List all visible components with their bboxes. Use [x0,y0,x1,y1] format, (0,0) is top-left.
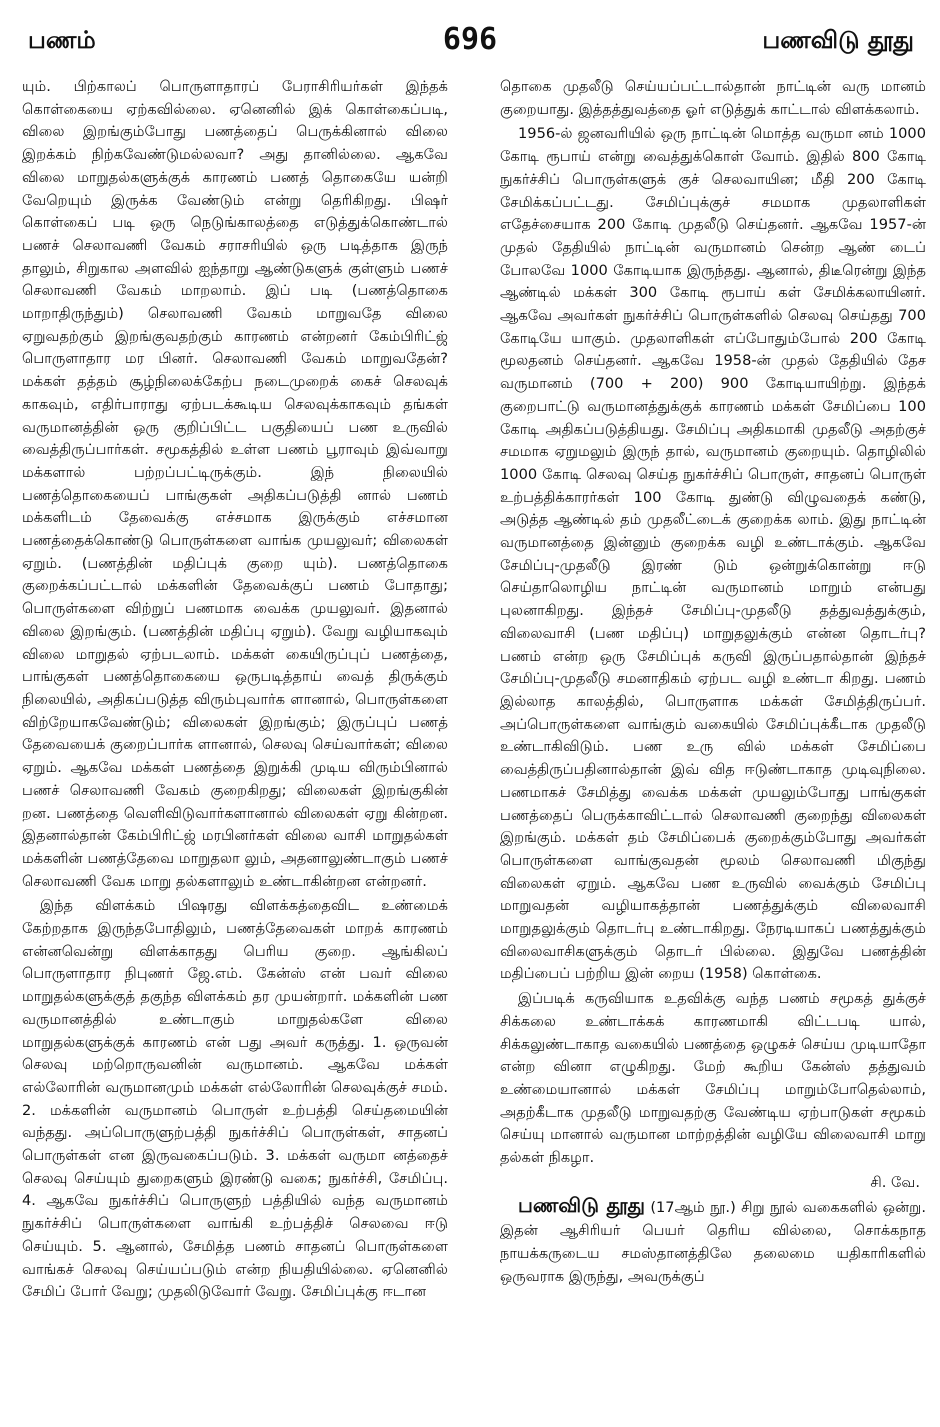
paragraph: இந்த விளக்கம் பிஷரது விளக்கத்தைவிட உண்மைக் கேற்றதாக இருந்தபோதிலும், பணத்தேவைகள் மாறக் காரணம் என்னவென்று விளக்காதது பெரிய குறை. ஆங்கிலப் பொருளாதார நிபுணர் ஜே.எம். கேன்ஸ் என் பவர் விலை மாறுதல்களுக்குத் தகுந்த விளக்கம் தர முயன்றார். மக்களின் பண வருமானத்தில் உண்டாகும் மாறுதல்களே விலை மாறுதல்களுக்குக் காரணம் என் பது அவர் கருத்து. 1. ஒருவன் செலவு மற்றொருவனின் வருமானம். ஆகவே மக்கள் எல்லோரின் வருமானமும் மக்கள் எல்லோரின் செலவுக்குச் சமம். 2. மக்களின் வருமானம் பொருள் உற்பத்தி செய்தமையின் வந்தது. அப்பொருளுற்பத்தி நுகர்ச்சிப் பொருள்கள், சாதனப் பொருள்கள் என இருவகைப்படும். 3. மக்கள் வருமா னத்தைச் செலவு செய்யும் துறைகளும் இரண்டு வகை; நுகர்ச்சி, சேமிப்பு. 4. ஆகவே நுகர்ச்சிப் பொருளுற் பத்தியில் வந்த வருமானம் நுகர்ச்சிப் பொருள்களை வாங்கி உற்பத்திச் செலவை ஈடு செய்யும். 5. ஆனால், சேமித்த பணம் சாதனப் பொருள்களை வாங்கச் செலவு செய்யப்படும் என்ற நியதியில்லை. ஏனெனில் சேமிப் போர் வேறு; முதலிடுவோர் வேறு. சேமிப்புக்கு ஈடான [22,897,448,1301]
page-number: 696 [442,22,498,57]
page-header [22,22,918,62]
next-entry [500,1194,926,1288]
paragraph: தொகை முதலீடு செய்யப்பட்டால்தான் நாட்டின் வரு மானம் குறையாது. இத்தத்துவத்தை ஓர் எடுத்துக் காட்டால் விளக்கலாம். [500,78,926,118]
entry-title: பணவிடு தூது [518,1193,645,1218]
paragraph: இப்படிக் கருவியாக உதவிக்கு வந்த பணம் சமூகத் துக்குச் சிக்கலை உண்டாக்கக் காரணமாகி விட்டபடி யால், சிக்கலுண்டாகாத வகையில் பணத்தை ஒழுகச் செய்ய முடியாதோ என்ற வினா எழுகிறது. மேற் கூறிய கேன்ஸ் தத்துவம் உண்மையானால் மக்கள் சேமிப்பு மாறும்போதெல்லாம், அதற்கீடாக முதலீடு மாறுவதற்கு வேண்டிய ஏற்பாடுகள் சமூகம் செய்யு மானால் வருமான மாற்றத்தின் வழியே விலைவாசி மாறு தல்கள் நிகழா. [500,990,926,1167]
running-head-left: பணம் [28,26,96,54]
author-signature: சி. வே. [870,1173,920,1191]
paragraph: 1956-ல் ஜனவரியில் ஒரு நாட்டின் மொத்த வருமா னம் 1000 கோடி ரூபாய் என்று வைத்துக்கொள் வோம். இதில் 800 கோடி நுகர்ச்சிப் பொருள்களுக் குச் செலவாயின; மீதி 200 கோடி சேமிக்கப்பட்டது. சேமிப்புக்குச் சமமாக முதலாளிகள் எதேச்சையாக 200 கோடி முதலீடு செய்தனர். ஆகவே 1957-ன் முதல் தேதியில் நாட்டின் வருமானம் சென்ற ஆண் டைப் போலவே 1000 கோடியாக இருந்தது. ஆனால், திடீரென்று இந்த ஆண்டில் மக்கள் 300 கோடி ரூபாய் கள் சேமிக்கலாயினர். ஆகவே அவர்கள் நுகர்ச்சிப் பொருள்களில் செலவு செய்தது 700 கோடியே யாகும். முதலாளிகள் எப்போதும்போல் 200 கோடி மூலதனம் செய்தனர். ஆகவே 1958-ன் முதல் தேதியில் தேச வருமானம் (700 + 200) 900 கோடியாயிற்று. இந்தக் குறைபாட்டு வருமானத்துக்குக் காரணம் மக்கள் சேமிப்பை 100 கோடி அதிகப்படுத்தியது. சேமிப்பு அதிகமாகி முதலீடு அதற்குச் சமமாக ஏறுமலும் இருந் தால், வருமானம் குறையும். தொழிலில் 1000 கோடி செலவு செய்த நுகர்ச்சிப் பொருள், சாதனப் பொருள் உற்பத்திக்காரர்கள் 100 கோடி துண்டு விழுவதைக் கண்டு, அடுத்த ஆண்டில் தம் முதலீட்டைக் குறைக்க லாம். இது நாட்டின் வருமானத்தை இன்னும் குறைக்க வழி உண்டாக்கும். ஆகவே சேமிப்பு-முதலீடு இரண் டும் ஒன்றுக்கொன்று ஈடு செய்தாலொழிய நாட்டின் வருமானம் மாறும் என்பது புலனாகிறது. இந்தச் சேமிப்பு-முதலீடு தத்துவத்துக்கும், விலைவாசி (பண மதிப்பு) மாறுதலுக்கும் என்ன தொடர்பு? பணம் என்ற ஒரு சேமிப்புக் கருவி இருப்பதால்தான் இந்தச் சேமிப்பு-முதலீடு சமனாதிகம் ஏற்பட வழி உண்டா கிறது. பணம் இல்லாத காலத்தில், பொருளாக மக்கள் சேமித்திருப்பர். அப்பொருள்களை வாங்கும் வகையில் சேமிப்புக்கீடாக முதலீடு உண்டாகிவிடும். பண உரு வில் மக்கள் சேமிப்பை வைத்திருப்பதினால்தான் இவ் வித ஈடுண்டாகாத முடிவுநிலை. பணமாகச் சேமித்து வைக்க மக்கள் முயலும்போது பாங்குகள் பணத்தைப் பெருக்காவிட்டால் செலாவணி குறைந்து விலைகள் இறங்கும். மக்கள் தம் சேமிப்பைக் குறைக்கும்போது அவர்கள் பொருள்களை வாங்குவதன் மூலம் செலாவணி மிகுந்து விலைகள் ஏறும். ஆகவே பண உருவில் வைக்கும் சேமிப்பு மாறுவதன் வழியாகத்தான் பணத்துக்கும் விலைவாசி மாறுதலுக்கும் தொடர்பு உண்டாகிறது. நேரடியாகப் பணத்துக்கும் விலைவாசிகளுக்கும் தொடர் பில்லை. இதுவே பணத்தின் மதிப்பைப் பற்றிய இன் றைய (1958) கொள்கை. [500,125,926,983]
paragraph: யும். பிற்காலப் பொருளாதாரப் பேராசிரியர்கள் இந்தக் கொள்கையை ஏற்கவில்லை. ஏனெனில் இக் கொள்கைப்படி, விலை இறங்கும்போது பணத்தைப் பெருக்கினால் விலை இறக்கம் நிற்கவேண்டுமல்லவா? அது தானில்லை. ஆகவே விலை மாறுதல்களுக்குக் காரணம் பணத் தொகையே யன்றி வேறெயும் இருக்க வேண்டும் என்று தெரிகிறது. பிஷர் கொள்கைப் படி ஒரு நெடுங்காலத்தை எடுத்துக்கொண்டால் பணச் செலாவணி வேகம் சராசரியில் ஒரு படித்தாக இருந் தாலும், சிறுகால அளவில் ஐந்தாறு ஆண்டுகளுக் குள்ளும் பணச் செலாவணி வேகம் மாறலாம். இப் படி (பணத்தொகை மாறாதிருந்தும்) செலாவணி வேகம் மாறுவதே விலை ஏறுவதற்கும் இறங்குவதற்கும் காரணம் என்றனர் கேம்பிரிட்ஜ் பொருளாதார மர பினர். செலாவணி வேகம் மாறுவதேன்? மக்கள் தத்தம் சூழ்நிலைக்கேற்ப நடைமுறைக் கைச் செலவுக் காகவும், எதிர்பாராது ஏற்படக்கூடிய செலவுக்காகவும் தங்கள் வருமானத்தின் ஒரு குறிப்பிட்ட பகுதியைப் பண உருவில் வைத்திருப்பார்கள். சமூகத்தில் உள்ள பணம் பூராவும் இவ்வாறு மக்களால் பற்றப்பட்டிருக்கும். இந் நிலையில் பணத்தொகையைப் பாங்குகள் அதிகப்படுத்தி னால் பணம் மக்களிடம் தேவைக்கு எச்சமாக இருக்கும் எச்சமான பணத்தைக்கொண்டு பொருள்களை வாங்க முயலுவர்; விலைகள் ஏறும். (பணத்தின் மதிப்புக் குறை யும்). பணத்தொகை குறைக்கப்பட்டால் மக்களின் தேவைக்குப் பணம் போதாது; பொருள்களை விற்றுப் பணமாக வைக்க முயலுவர். இதனால் விலை இறங்கும். (பணத்தின் மதிப்பு ஏறும்). வேறு வழியாகவும் விலை மாறுதல் ஏற்படலாம். மக்கள் கையிருப்புப் பணத்தை, பாங்குகள் பணத்தொகையை ஒருபடித்தாய் வைத் திருக்கும் நிலையில், அதிகப்படுத்த விரும்புவார்க ளானால், பொருள்களை விற்றேயாகவேண்டும்; விலைகள் இறங்கும்; இருப்புப் பணத் தேவையைக் குறைப்பார்க ளானால், செலவு செய்வார்கள்; விலை ஏறும். ஆகவே மக்கள் பணத்தை இறுக்கி முடிய விரும்பினால் பணச் செலாவணி வேகம் குறைகிறது; விலைகள் இறங்குகின் றன. பணத்தை வெளிவிடுவார்களானால் விலைகள் ஏறு கின்றன. இதனால்தான் கேம்பிரிட்ஜ் மரபினர்கள் விலை வாசி மாறுதல்கள் மக்களின் பணத்தேவை மாறுதலா லும், அதனாலுண்டாகும் பணச் செலாவணி வேக மாறு தல்களாலும் உண்டாகின்றன என்றனர். [22,78,448,890]
entry-text: (17ஆம் நூ.) சிறு நூல் வகைகளில் ஒன்று. இதன் ஆசிரியர் பெயர் தெரிய வில்லை, சொக்கநாத நாயக்கருடைய சமஸ்தானத்திலே தலைமை யதிகாரிகளில் ஒருவராக இருந்து, அவருக்குப் [500,1199,926,1285]
right-column [500,76,926,1406]
running-head-right: பணவிடு தூது [762,26,914,54]
left-column [22,76,448,1406]
